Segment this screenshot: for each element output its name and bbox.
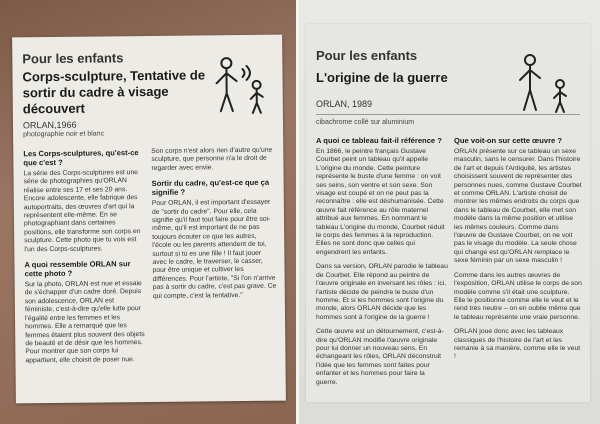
right-info-panel (306, 24, 590, 402)
photo-divider (296, 0, 299, 424)
left-info-panel (12, 35, 286, 404)
right-col2-heading-1: Que voit-on sur cette œuvre ? (454, 136, 563, 145)
right-col2-text-1: ORLAN présente sur ce tableau un sexe masculin, sans le censurer. Dans l'histoire de l'art et depuis l'Antiquité, les artistes choisissent souvent de représenter des personnes nues, comme Gustave Courbet et comme ORLAN. L'artiste choisit de montrer les mêmes endroits du corps que dans le tableau de Courbet, elle met son modèle dans la même position et utilise les mêmes couleurs. Comme dans l'œuvre de Gustave Courbet, on ne voit pas le visage du modèle. La seule chose qui change est qu'ORLAN remplace le sexe féminin par un sexe masculin ! (454, 148, 582, 265)
left-col1-text-1: La série des Corps-sculptures est une série de photographies qu'ORLAN réalise entre ses 17 et ses 20 ans. Encore adolescente, elle fabrique des autoportraits, des œuvres d'art qui la représentent elle-même. En se photographiant dans certaines positions, elle transforme son corps en sculpture. Cette photo que tu vois est l'un des Corps-sculptures. (23, 169, 141, 253)
left-col2-text-2: Pour ORLAN, il est important d'essayer de "sortir du cadre". Pour elle, cela signifie qu'il faut tout faire pour être soi-même, qu'il est important de ne pas toujours écouter ce que les autres, l'école ou les parents attendent de toi, surtout si tu es une fille ! Il faut jouer avec le cadre, le traverser, le casser, pour être unique et cultiver les différences. Pour l'artiste, "Si l'on n'arrive pas à sortir du cadre, c'est pas grave. Ce qui compte, c'est la tentative." (151, 198, 277, 300)
right-artist-date: ORLAN, 1989 (316, 99, 373, 109)
left-artwork-title: Corps-sculpture, Tentative de sortir du cadre à visage découvert (22, 67, 206, 117)
right-col1-text-1: En 1866, le peintre français Gustave Courbet peint un tableau qu'il appelle L'origine du monde. Cette peinture représente le buste d'une femme : on voit ses seins, son ventre et son sexe. Son visage est coupé et on ne peut pas la reconnaître : elle est déshumanisée. Cette œuvre fait référence au rôle maternel attribué aux femmes. En nommant le tableau L'origine du monde, Courbet réduit le corps des femmes à la reproduction. Elles ne sont donc que celles qui engendrent les enfants. (316, 148, 445, 256)
left-col1-heading-1: Les Corps-sculptures, qu'est-ce que c'est ? (23, 148, 139, 168)
right-panel-header: Pour les enfants (316, 48, 418, 63)
left-panel-header: Pour les enfants (22, 50, 124, 67)
right-col1-heading-1: A quoi ce tableau fait-il référence ? (316, 136, 442, 145)
left-col1-text-2: Sur la photo, ORLAN est nue et essaie de s'échapper d'un cadre doré. Depuis son adolescence, ORLAN est féministe, c'est-à-dire qu'elle lutte pour l'égalité entre les femmes et les hommes. Elle a remarqué que les femmes étaient plus souvent des objets de beauté et de désir que les hommes. Pour montrer que son corps lui appartient, elle choisit de poser nue. (24, 280, 145, 365)
left-panel-column-2 (151, 147, 277, 307)
right-artwork-medium: cibachrome collé sur aluminium (316, 119, 415, 126)
right-panel-column-2 (454, 136, 582, 368)
left-col2-heading-2: Sortir du cadre, qu'est-ce que ça signifie ? (151, 177, 270, 198)
left-artwork-meta (23, 120, 104, 139)
right-col2-text-3: ORLAN joue donc avec les tableaux classiques de l'histoire de l'art et les remanie à sa manière, comme elle le veut ! (454, 328, 581, 361)
right-col1-text-2: Dans sa version, ORLAN parodie le tableau de Courbet. Elle répond au peintre de l'œuvre originale en inversant les rôles : ici, l'artiste décide de peindre le buste d'un homme. Et si les hommes sont l'origine du monde, alors ORLAN décide que les hommes sont à l'origine de la guerre ! (316, 263, 448, 321)
left-col2-text-1: Son corps n'est alors rien d'autre qu'une sculpture, que personne n'a le droit de regarder avec envie. (151, 146, 273, 172)
adult-child-pictogram-icon (512, 52, 578, 116)
adult-child-pictogram-icon (208, 55, 275, 116)
left-col1-section-2 (24, 259, 145, 365)
right-artwork-title: L'origine de la guerre (316, 70, 448, 85)
left-col1-section-1 (23, 148, 144, 254)
right-artwork-meta (316, 100, 372, 109)
left-col1-heading-2: A quoi ressemble ORLAN sur cette photo ? (24, 259, 131, 279)
left-artwork-medium: photographie noir et blanc (23, 130, 105, 139)
left-artist-date: ORLAN,1966 (22, 119, 77, 131)
right-col2-text-2: Comme dans les autres œuvres de l'exposition, ORLAN utilise le corps de son modèle comme s'il était une sculpture. Elle le positionne comme elle le veut et le rend très neutre – on en oublie même que le tableau représente une vraie personne. (454, 271, 582, 321)
right-panel-column-1 (316, 136, 448, 393)
left-panel-column-1 (23, 148, 145, 371)
right-col1-text-3: Cette œuvre est un détournement, c'est-à-dire qu'ORLAN modifie l'œuvre originale pour lui donner un nouveau sens. En échangeant les rôles, ORLAN déconstruit l'idée que les femmes sont faites pour enfanter et les hommes pour faire la guerre. (316, 328, 444, 386)
